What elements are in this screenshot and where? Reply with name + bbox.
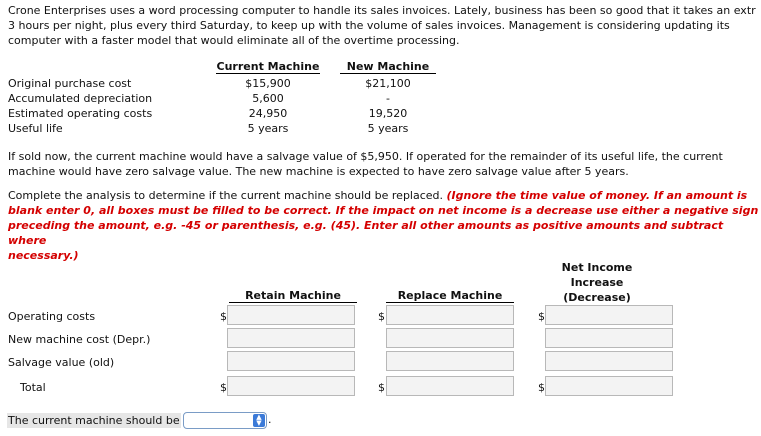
retain-salvage-value-input[interactable]: [227, 351, 355, 371]
replace-operating-costs-field[interactable]: [387, 306, 513, 324]
intro-line: Crone Enterprises uses a word processing computer to handle its sales invoices. Lately, business has been so good that it takes an extr: [8, 4, 756, 17]
salvage-line: If sold now, the current machine would have a salvage value of $5,950. If operated for the remainder of its useful life, the current: [8, 150, 723, 163]
header-current-machine: Current Machine: [216, 60, 320, 73]
instructions-lead: Complete the analysis to determine if the current machine should be replaced.: [8, 189, 444, 202]
currency-sign: $: [378, 381, 385, 394]
replace-total-field[interactable]: [387, 377, 513, 395]
replace-operating-costs-input[interactable]: [386, 305, 514, 325]
row-label-original-cost: Original purchase cost: [8, 77, 132, 90]
retain-operating-costs-field[interactable]: [228, 306, 354, 324]
analysis-label-total: Total: [20, 381, 46, 394]
intro-line: computer with a faster model that would eliminate all of the overtime processing.: [8, 34, 460, 47]
decision-select[interactable]: [183, 412, 267, 429]
header-net-income-line3: (Decrease): [563, 291, 631, 304]
salvage-line: machine would have zero salvage value. The new machine is expected to have zero salvage value after 5 years.: [8, 165, 629, 178]
row-label-useful-life: Useful life: [8, 122, 63, 135]
retain-total-input[interactable]: [227, 376, 355, 396]
new-operating-costs: 19,520: [368, 107, 408, 120]
replace-new-machine-cost-input[interactable]: [386, 328, 514, 348]
currency-sign: $: [220, 310, 227, 323]
analysis-label-operating-costs: Operating costs: [8, 310, 96, 323]
salvage-paragraph: [8, 149, 723, 179]
retain-operating-costs-input[interactable]: [227, 305, 355, 325]
current-useful-life: 5 years: [247, 122, 289, 135]
instructions-red: (Ignore the time value of money. If an amount is: [446, 189, 748, 202]
new-useful-life: 5 years: [367, 122, 409, 135]
current-original-cost: $15,900: [245, 77, 291, 90]
conclusion-label: The current machine should be: [8, 414, 180, 427]
replace-new-machine-cost-field[interactable]: [387, 329, 513, 347]
intro-line: 3 hours per night, plus every third Saturday, to keep up with the volume of sales invoices. Management is considering updating its: [8, 19, 730, 32]
net-operating-costs-field[interactable]: [546, 306, 672, 324]
instructions-paragraph: [8, 188, 761, 263]
new-accum-depreciation: -: [386, 92, 390, 105]
header-new-machine: New Machine: [340, 60, 436, 74]
header-net-income: [532, 260, 662, 306]
currency-sign: $: [378, 310, 385, 323]
header-replace-machine: Replace Machine: [386, 289, 514, 303]
instructions-red: preceding the amount, e.g. -45 or parenthesis, e.g. (45). Enter all other amounts as positive amounts and subtract where: [8, 219, 724, 247]
intro-paragraph: [8, 3, 756, 48]
sentence-period: .: [268, 413, 272, 426]
header-net-income-line2: Increase: [570, 276, 624, 289]
new-original-cost: $21,100: [365, 77, 411, 90]
net-total-input[interactable]: [545, 376, 673, 396]
replace-salvage-value-input[interactable]: [386, 351, 514, 371]
net-total-field[interactable]: [546, 377, 672, 395]
net-salvage-value-input[interactable]: [545, 351, 673, 371]
retain-total-field[interactable]: [228, 377, 354, 395]
currency-sign: $: [220, 381, 227, 394]
header-retain-machine: Retain Machine: [229, 289, 357, 303]
net-salvage-value-field[interactable]: [546, 352, 672, 370]
net-operating-costs-input[interactable]: [545, 305, 673, 325]
instructions-red: necessary.): [8, 249, 79, 262]
currency-sign: $: [538, 381, 545, 394]
replace-total-input[interactable]: [386, 376, 514, 396]
current-operating-costs: 24,950: [248, 107, 288, 120]
row-label-accum-depreciation: Accumulated depreciation: [8, 92, 153, 105]
select-arrows-icon: ▲ ▼: [253, 414, 265, 427]
retain-new-machine-cost-input[interactable]: [227, 328, 355, 348]
analysis-label-new-machine-cost: New machine cost (Depr.): [8, 333, 151, 346]
replace-salvage-value-field[interactable]: [387, 352, 513, 370]
retain-new-machine-cost-field[interactable]: [228, 329, 354, 347]
currency-sign: $: [538, 310, 545, 323]
net-new-machine-cost-input[interactable]: [545, 328, 673, 348]
header-net-income-line1: Net Income: [561, 261, 633, 274]
retain-salvage-value-field[interactable]: [228, 352, 354, 370]
row-label-operating-costs: Estimated operating costs: [8, 107, 153, 120]
instructions-red: blank enter 0, all boxes must be filled to be correct. If the impact on net income is a decrease use either a negative sign: [8, 204, 759, 217]
net-new-machine-cost-field[interactable]: [546, 329, 672, 347]
current-accum-depreciation: 5,600: [252, 92, 284, 105]
analysis-label-salvage-value: Salvage value (old): [8, 356, 115, 369]
